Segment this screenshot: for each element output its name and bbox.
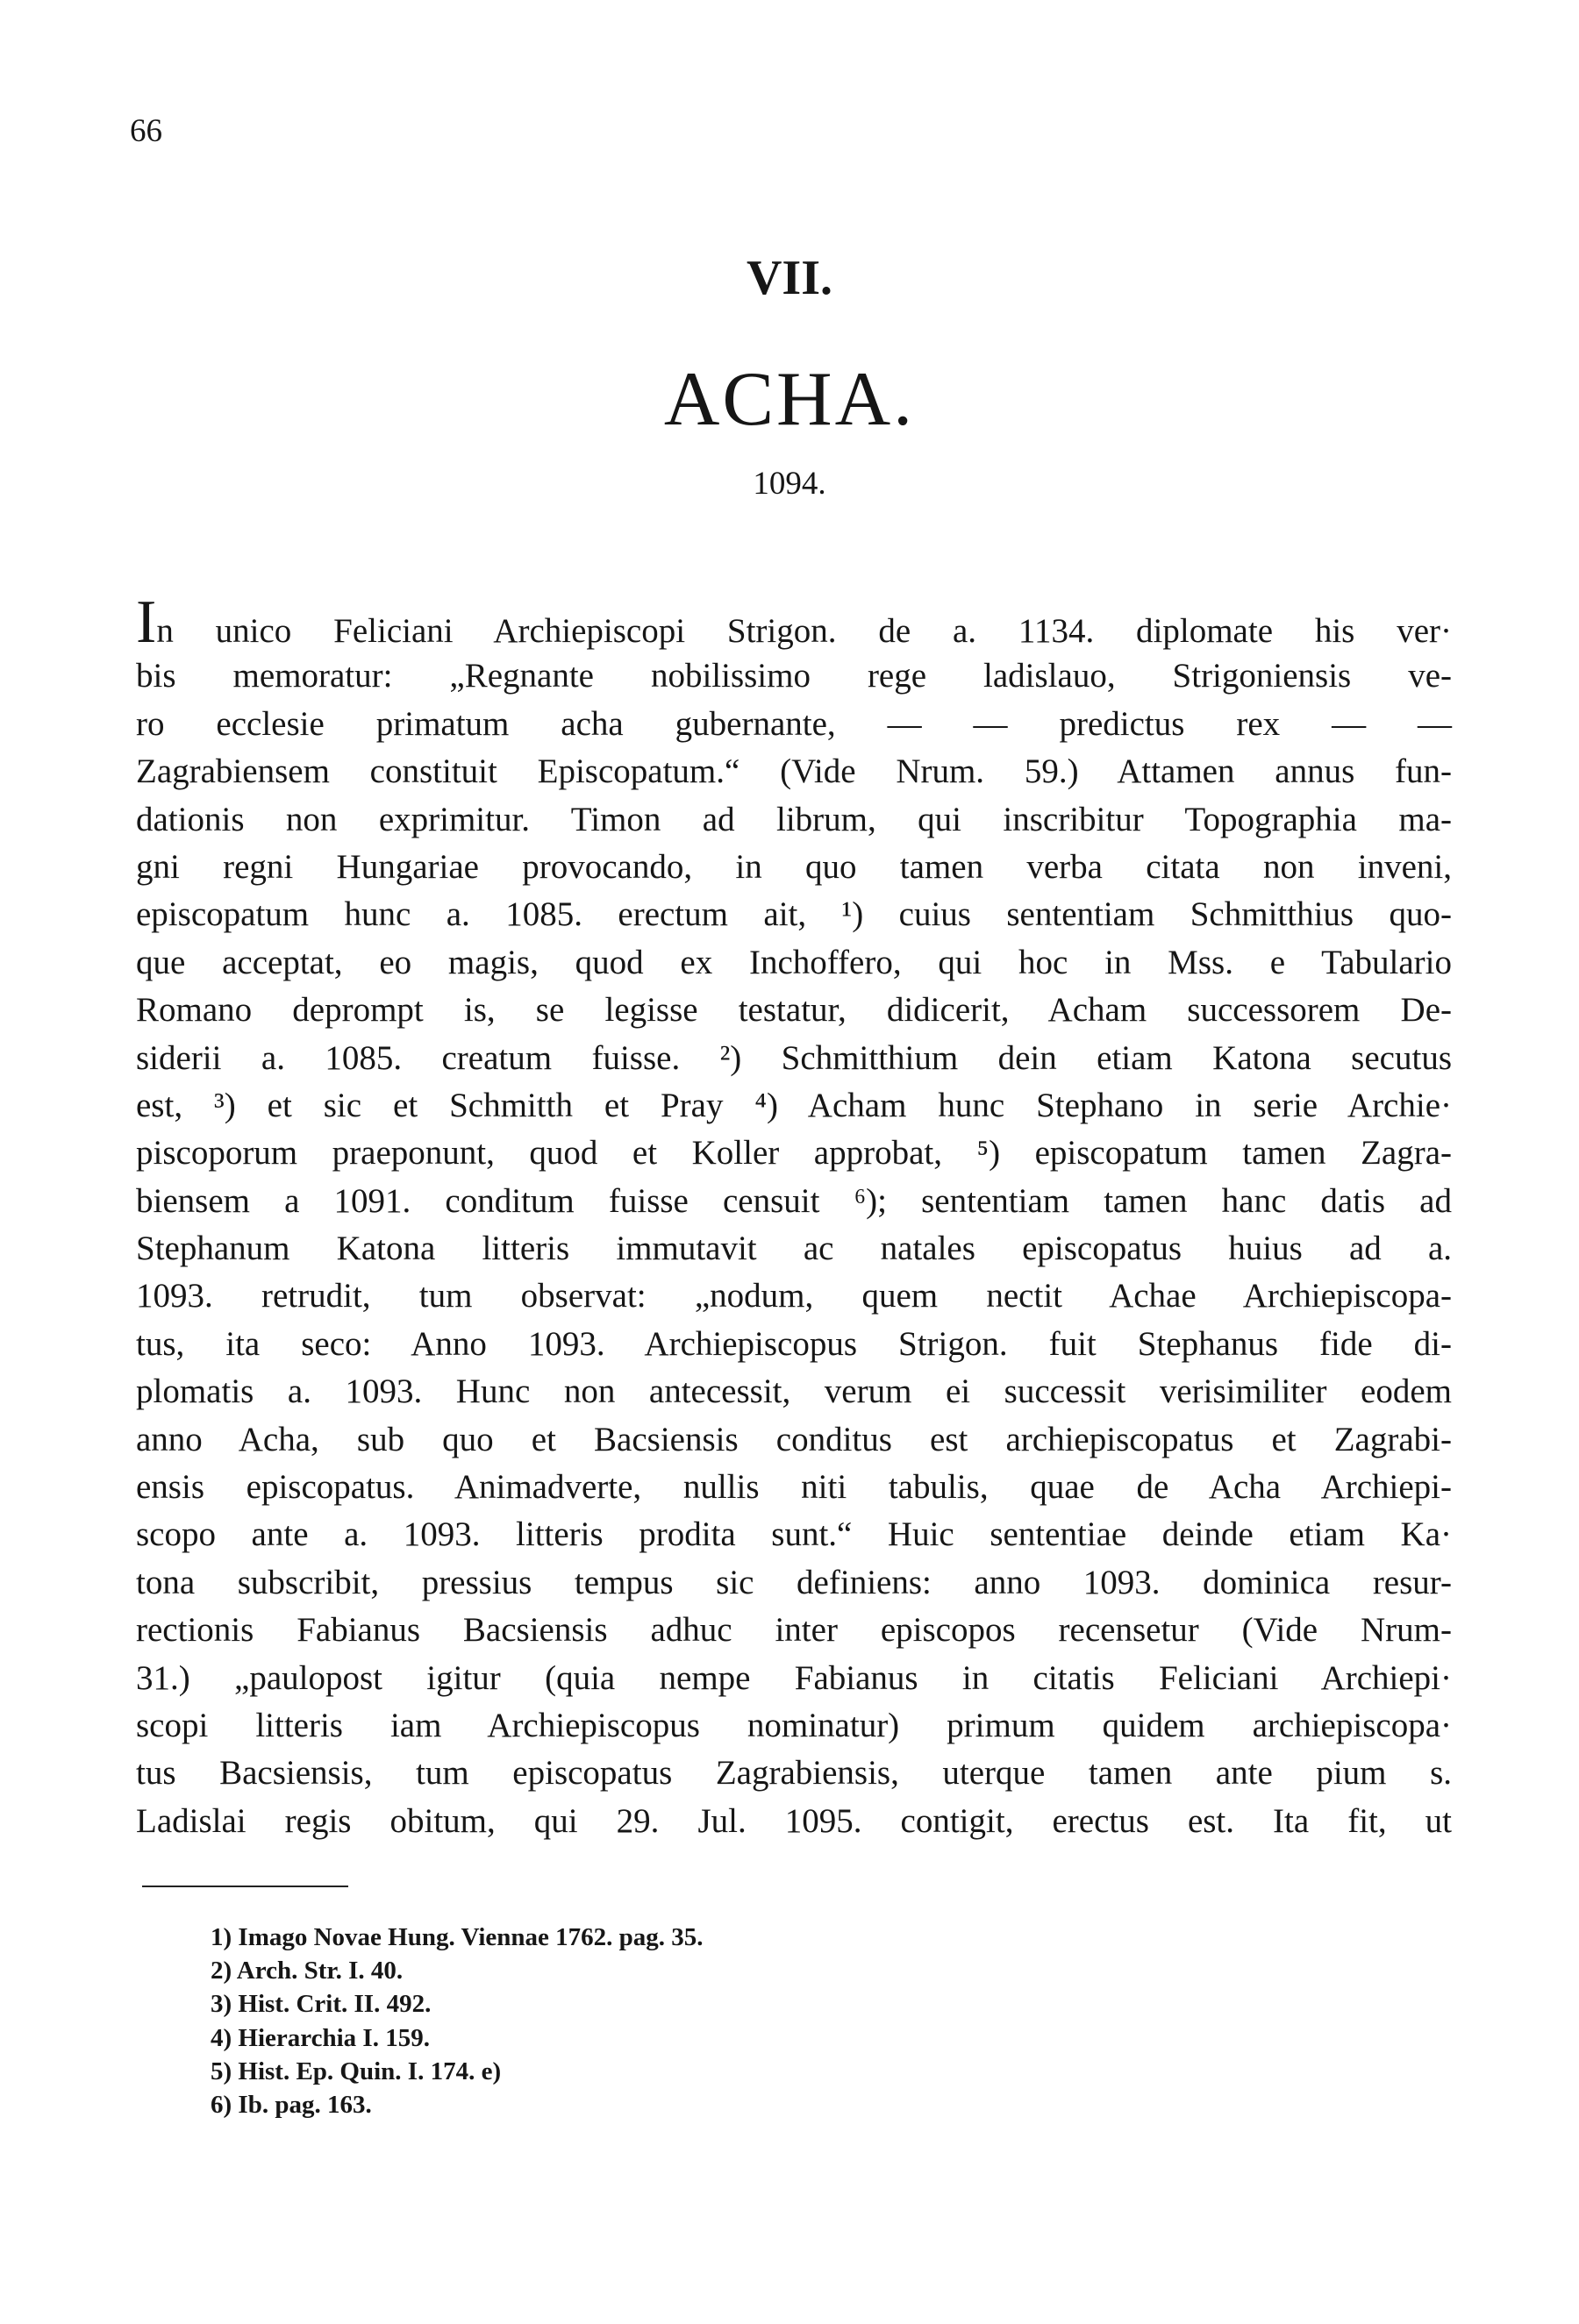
body-line xyxy=(136,1082,1452,1130)
drop-cap: I xyxy=(136,588,157,656)
body-line-text: tona subscribit, pressius tempus sic definiens: anno 1093. dominica resur- xyxy=(136,1563,1452,1601)
body-line xyxy=(136,844,1452,891)
chapter-title: ACHA. xyxy=(663,357,916,442)
body-line-text: plomatis a. 1093. Hunc non antecessit, verum ei successit verisimiliter eodem xyxy=(136,1372,1452,1411)
body-line xyxy=(136,1798,1452,1845)
page-number: 66 xyxy=(130,113,162,149)
body-line xyxy=(136,1750,1452,1797)
body-line xyxy=(136,748,1452,795)
body-line xyxy=(136,1607,1452,1654)
body-line-text: Romano deprompt is, se legisse testatur, didicerit, Acham successorem De- xyxy=(136,991,1452,1030)
body-line-text: anno Acha, sub quo et Bacsiensis conditus est archiepiscopatus et Zagrabi- xyxy=(136,1420,1452,1458)
footnote: 6) Ib. pag. 163. xyxy=(211,2090,372,2119)
body-line xyxy=(136,701,1452,748)
body-line xyxy=(136,891,1452,938)
body-line xyxy=(136,1178,1452,1225)
body-line-text: Zagrabiensem constituit Episcopatum.“ (Vide Nrum. 59.) Attamen annus fun- xyxy=(136,752,1452,791)
footnote-divider xyxy=(142,1886,348,1887)
body-line xyxy=(136,1272,1452,1320)
body-line xyxy=(136,1225,1452,1272)
body-line-text: ensis episcopatus. Animadverte, nullis niti tabulis, quae de Acha Archiepi- xyxy=(136,1468,1452,1507)
body-line xyxy=(136,1130,1452,1177)
body-line-text: piscoporum praeponunt, quod et Koller approbat, ⁵) episcopatum tamen Zagra- xyxy=(136,1134,1452,1173)
body-line-text: 31.) „paulopost igitur (quia nempe Fabianus in citatis Feliciani Archiepi· xyxy=(136,1658,1452,1697)
body-line-text: scopi litteris iam Archiepiscopus nominatur) primum quidem archiepiscopa· xyxy=(136,1706,1452,1744)
footnotes xyxy=(211,1921,704,2121)
body-line-text: n unico Feliciani Archiepiscopi Strigon. de a. 1134. diplomate his ver· xyxy=(156,612,1452,650)
body-line xyxy=(136,1559,1452,1607)
body-line xyxy=(136,1321,1452,1368)
body-line-text: que acceptat, eo magis, quod ex Inchoffero, qui hoc in Mss. e Tabulario xyxy=(136,943,1452,981)
body-line xyxy=(136,1416,1452,1464)
body-line xyxy=(136,1511,1452,1558)
body-line xyxy=(136,939,1452,987)
body-line-text: scopo ante a. 1093. litteris prodita sunt.“ Huic sententiae deinde etiam Ka· xyxy=(136,1515,1452,1554)
body-line-text: tus Bacsiensis, tum episcopatus Zagrabiensis, uterque tamen ante pium s. xyxy=(136,1754,1452,1793)
body-line xyxy=(136,1464,1452,1511)
chapter-number: VII. xyxy=(746,251,833,305)
body-line xyxy=(136,796,1452,844)
body-line-text: est, ³) et sic et Schmitth et Pray ⁴) Acham hunc Stephano in serie Archie· xyxy=(136,1086,1452,1124)
body-line xyxy=(136,652,1452,700)
body-line-text: gni regni Hungariae provocando, in quo tamen verba citata non inveni, xyxy=(136,847,1452,886)
body-text xyxy=(136,588,1452,1845)
footnote: 1) Imago Novae Hung. Viennae 1762. pag. 35. xyxy=(211,1923,704,1951)
footnote: 4) Hierarchia I. 159. xyxy=(211,2023,430,2052)
footnote: 5) Hist. Ep. Quin. I. 174. e) xyxy=(211,2057,502,2085)
footnote: 2) Arch. Str. I. 40. xyxy=(211,1957,404,1985)
body-line-text: Ladislai regis obitum, qui 29. Jul. 1095. contigit, erectus est. Ita fit, ut xyxy=(136,1801,1452,1840)
body-line xyxy=(136,588,1452,656)
footnote: 3) Hist. Crit. II. 492. xyxy=(211,1990,432,2019)
body-line-text: Stephanum Katona litteris immutavit ac natales episcopatus huius ad a. xyxy=(136,1230,1452,1268)
body-line-text: biensem a 1091. conditum fuisse censuit ⁶); sententiam tamen hanc datis ad xyxy=(136,1181,1452,1220)
body-line-text: episcopatum hunc a. 1085. erectum ait, ¹) cuius sententiam Schmitthius quo- xyxy=(136,895,1452,934)
body-line-text: 1093. retrudit, tum observat: „nodum, quem nectit Achae Archiepiscopa- xyxy=(136,1277,1452,1315)
chapter-year: 1094. xyxy=(753,466,826,502)
body-line-text: rectionis Fabianus Bacsiensis adhuc inter episcopos recensetur (Vide Nrum- xyxy=(136,1611,1452,1650)
body-line-text: ro ecclesie primatum acha gubernante, — — predictus rex — — xyxy=(136,704,1452,743)
body-line-text: tus, ita seco: Anno 1093. Archiepiscopus Strigon. fuit Stephanus fide di- xyxy=(136,1324,1452,1363)
body-line xyxy=(136,1702,1452,1750)
body-line-text: bis memoratur: „Regnante nobilissimo rege ladislauo, Strigoniensis ve- xyxy=(136,657,1452,695)
body-line xyxy=(136,1655,1452,1702)
body-line-text: dationis non exprimitur. Timon ad librum, qui inscribitur Topographia ma- xyxy=(136,800,1452,838)
body-line-text: siderii a. 1085. creatum fuisse. ²) Schmitthium dein etiam Katona secutus xyxy=(136,1038,1452,1077)
body-line xyxy=(136,1368,1452,1415)
body-line xyxy=(136,987,1452,1034)
body-line xyxy=(136,1035,1452,1082)
